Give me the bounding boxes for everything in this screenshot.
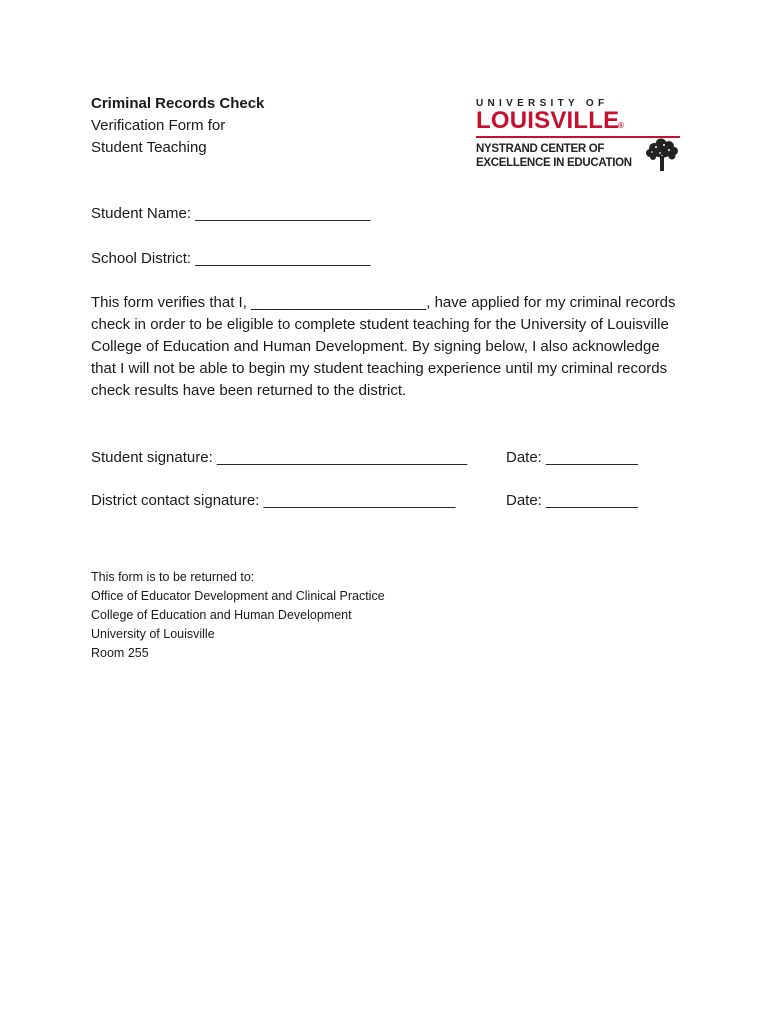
logo-university-text: UNIVERSITY OF — [476, 98, 609, 109]
logo-registered-mark: ® — [618, 121, 624, 130]
district-signature-field[interactable]: District contact signature: _______________________ — [91, 492, 456, 509]
return-address — [91, 568, 385, 663]
logo-center-line1: NYSTRAND CENTER OF — [476, 143, 605, 155]
title-block — [91, 93, 264, 159]
school-district-field[interactable]: School District: _____________________ — [91, 250, 371, 267]
logo-center-line2: EXCELLENCE IN EDUCATION — [476, 157, 632, 169]
logo-center-text — [476, 142, 632, 170]
university-logo — [476, 98, 686, 176]
tree-icon — [644, 138, 680, 172]
return-university: University of Louisville — [91, 627, 215, 641]
return-office: Office of Educator Development and Clinical Practice — [91, 589, 385, 603]
form-title: Criminal Records Check — [91, 95, 265, 112]
return-room: Room 255 — [91, 646, 149, 660]
student-date-field[interactable]: Date: ___________ — [506, 449, 638, 466]
verification-paragraph: This form verifies that I, _____________________, have applied for my criminal records check in order to be eligible to complete student teaching for the University of Louisville College of Education and Human Development. By signing below, I also acknowledge that I will not be able to begin my student teaching experience until my criminal records check results have been returned to the district. — [91, 294, 676, 399]
return-college: College of Education and Human Development — [91, 608, 352, 622]
student-name-field[interactable]: Student Name: _____________________ — [91, 205, 371, 222]
district-date-field[interactable]: Date: ___________ — [506, 492, 638, 509]
return-intro: This form is to be returned to: — [91, 570, 255, 584]
form-subtitle-line2: Student Teaching — [91, 139, 207, 156]
student-signature-field[interactable]: Student signature: ______________________________ — [91, 449, 468, 466]
form-subtitle-line1: Verification Form for — [91, 117, 226, 134]
logo-louisville-text: LOUISVILLE — [476, 107, 620, 134]
